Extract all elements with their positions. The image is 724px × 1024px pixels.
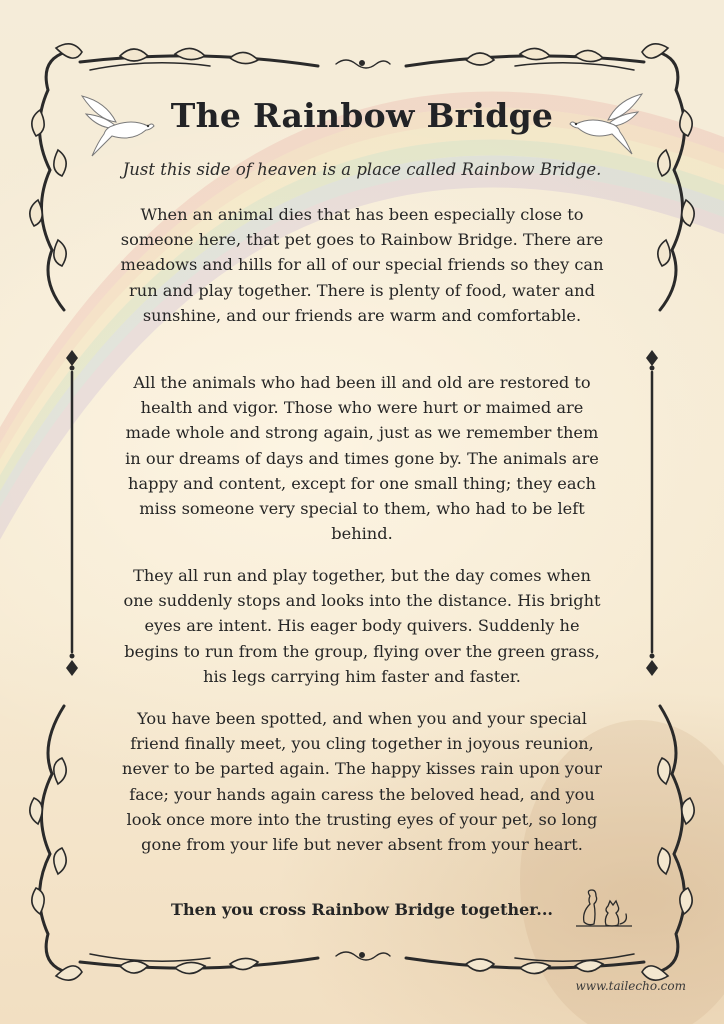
paragraph: When an animal dies that has been especially close to someone here, that pet goes to Rainbow Bridge. There are meadows and hills for all of our special friends so they can run and play together. There is plenty of food, water and sunshine, and our friends are warm and comfortable. xyxy=(120,205,604,325)
website-url: www.tailecho.com xyxy=(575,979,686,993)
subtitle: Just this side of heaven is a place called Rainbow Bridge. xyxy=(122,160,602,179)
closing-line: Then you cross Rainbow Bridge together... xyxy=(171,900,553,919)
paragraph: You have been spotted, and when you and your special friend finally meet, you cling together in joyous reunion, never to be parted again. The happy kisses rain upon your face; your hands again caress the beloved head, and you look once more into the trusting eyes of your pet, so long gone from your life but never absent from your heart. xyxy=(122,709,602,855)
paragraph: All the animals who had been ill and old are restored to health and vigor. Those who were hurt or maimed are made whole and strong again, just as we remember them in our dreams of days and times gone by. The animals are happy and content, except for one small thing; they each miss someone very special to them, who had to be left behind. xyxy=(125,373,599,544)
paragraph: They all run and play together, but the day comes when one suddenly stops and looks into the distance. His bright eyes are intent. His eager body quivers. Suddenly he begins to run from the group, flying over the green grass, his legs carrying him faster and faster. xyxy=(123,566,601,686)
pet-silhouette-icon xyxy=(576,888,632,932)
page-title: The Rainbow Bridge xyxy=(170,96,554,135)
